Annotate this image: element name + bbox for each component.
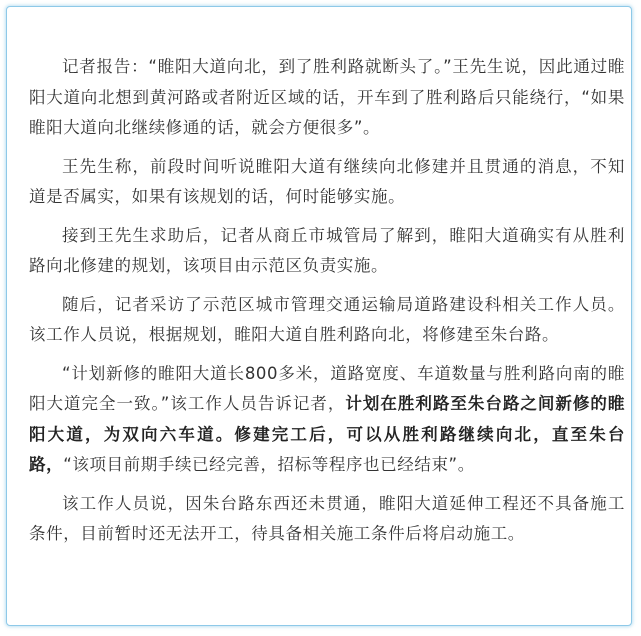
paragraph-2-text: 王先生称，前段时间听说睢阳大道有继续向北修建并且贯通的消息，不知道是否属实，如果有该规划的话，何时能够实施。 [29,156,625,206]
paragraph-1-text: 记者报告：“睢阳大道向北，到了胜利路就断头了。”王先生说，因此通过睢阳大道向北想到黄河路或者附近区域的话，开车到了胜利路后只能绕行，“如果睢阳大道向北继续修通的话，就会方便很多”。 [29,57,625,137]
paragraph-1 [29,52,625,144]
paragraph-3 [29,221,625,282]
paragraph-5-bold-highlight: 计划在胜利路至朱台路之间新修的睢阳大道，为双向六车道。修建完工后，可以从胜利路继续向北，直至朱台路， [29,394,625,474]
paragraph-4-text: 随后，记者采访了示范区城市管理交通运输局道路建设科相关工作人员。该工作人员说，根据规划，睢阳大道自胜利路向北，将修建至朱台路。 [29,294,625,344]
paragraph-6-text: 该工作人员说，因朱台路东西还未贯通，睢阳大道延伸工程还不具备施工条件，目前暂时还无法开工，待具备相关施工条件后将启动施工。 [29,493,625,543]
paragraph-5-text-a: “计划新修的睢阳大道长800多米，道路宽度、车道数量与胜利路向南的睢阳大道完全一致。”该工作人员告诉记者， [29,363,625,413]
article-body [29,52,625,550]
paragraph-5 [29,359,625,481]
paragraph-6 [29,489,625,550]
paragraph-2 [29,152,625,213]
article-frame [6,6,632,626]
paragraph-3-text: 接到王先生求助后，记者从商丘市城管局了解到，睢阳大道确实有从胜利路向北修建的规划，该项目由示范区负责实施。 [29,225,625,275]
paragraph-5-text-b: “该项目前期手续已经完善，招标等程序也已经结束”。 [63,455,475,474]
paragraph-4 [29,290,625,351]
